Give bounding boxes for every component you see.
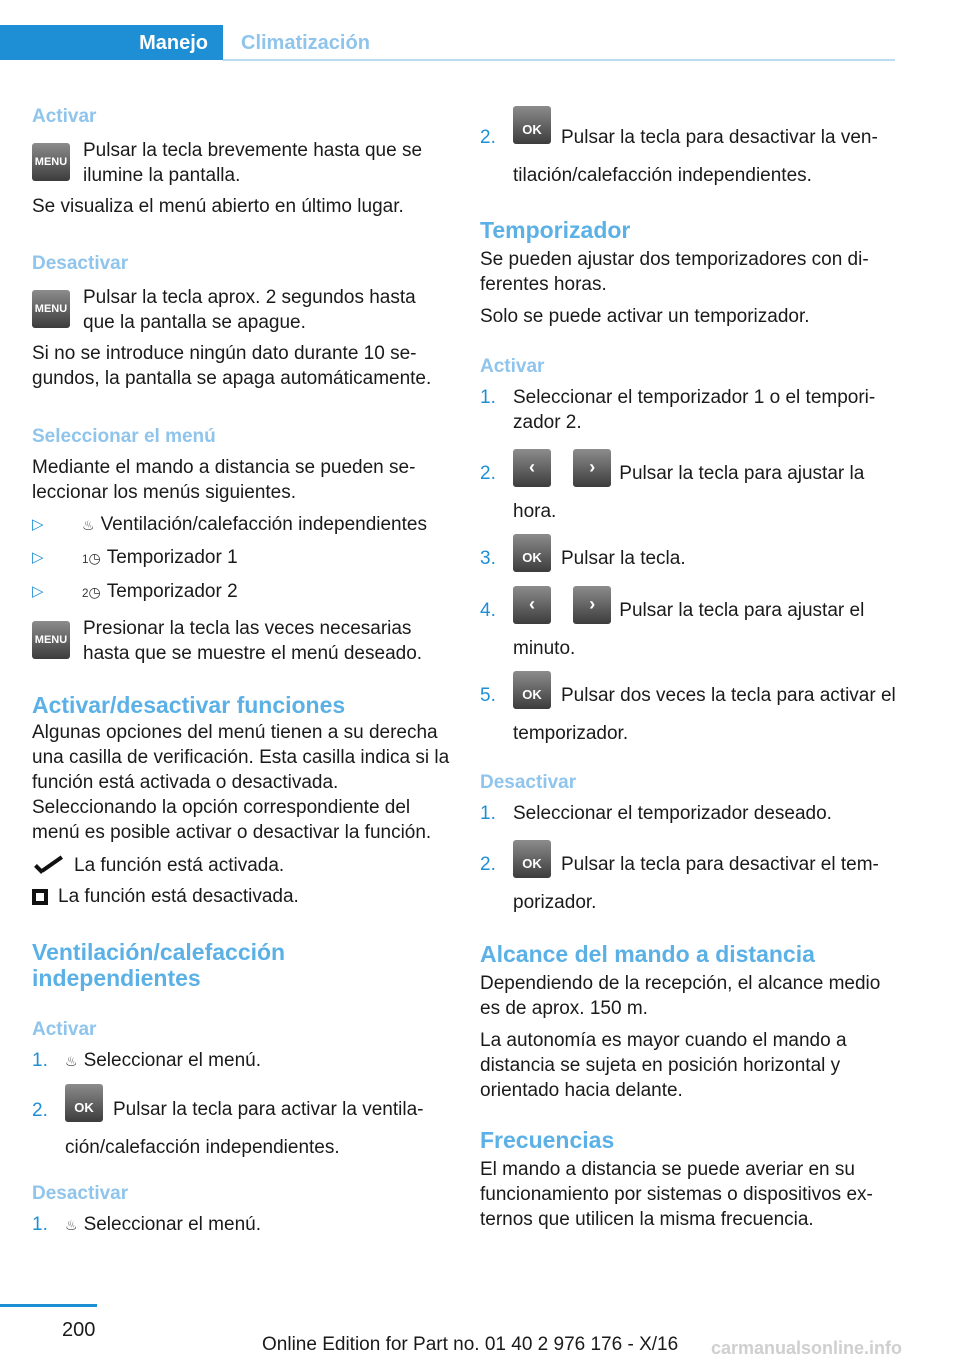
timer-note: Solo se puede activar un temporizador. bbox=[480, 306, 810, 327]
menu-key-icon: MENU bbox=[32, 143, 70, 181]
left-column bbox=[32, 100, 452, 1238]
tab-climatizacion[interactable]: Climatización bbox=[241, 32, 370, 54]
vent-desactivar-heading: Desactivar bbox=[32, 1183, 129, 1204]
timer-desactivar-heading: Desactivar bbox=[480, 772, 577, 793]
header-divider bbox=[223, 59, 895, 61]
ventilation-icon: ♨ bbox=[82, 517, 95, 533]
list-item: 1. ♨ Seleccionar el menú. bbox=[32, 1212, 452, 1238]
right-column bbox=[480, 100, 900, 1232]
frequencies-heading: Frecuencias bbox=[480, 1127, 615, 1153]
list-item: ▷ 2◷ Temporizador 2 bbox=[32, 579, 452, 606]
activar-text: Pulsar la tecla brevemente hasta que se ilumine la pantalla. bbox=[83, 140, 423, 186]
list-item: 1. Seleccionar el temporizador 1 o el temporizador 2. bbox=[480, 387, 876, 433]
activar-note: Se visualiza el menú abierto en último lugar. bbox=[32, 196, 404, 217]
list-item: 1. Seleccionar el temporizador deseado. bbox=[480, 803, 832, 824]
activar-row bbox=[32, 138, 452, 188]
list-item: 5. OK Pulsar dos veces la tecla para activar el temporizador. bbox=[480, 671, 900, 734]
list-item: 1. ♨ Seleccionar el menú. bbox=[32, 1048, 452, 1074]
timer-text: Se pueden ajustar dos temporizadores con diferentes horas. bbox=[480, 249, 869, 295]
function-off-row: La función está desactivada. bbox=[32, 884, 452, 909]
functions-heading: Activar/desactivar funciones bbox=[32, 692, 346, 718]
frequencies-text: El mando a distancia se puede averiar en su funcionamiento por sistemas o dispositivos externos que utilicen la misma frecuencia. bbox=[480, 1159, 873, 1230]
left-arrow-key-icon: ‹ bbox=[513, 449, 551, 487]
functions-text: Algunas opciones del menú tienen a su derecha una casilla de verificación. Esta casilla indica si la función está activada o desactivada. Seleccionando la opción correspondiente del menú es posible activar o desactivar la función. bbox=[32, 722, 450, 843]
left-arrow-key-icon: ‹ bbox=[513, 586, 551, 624]
function-on-row: La función está activada. bbox=[32, 853, 452, 878]
right-arrow-key-icon: › bbox=[573, 449, 611, 487]
list-item: ▷ 1◷ Temporizador 1 bbox=[32, 545, 452, 572]
desactivar-text: Pulsar la tecla aprox. 2 segundos hasta que la pantalla se apague. bbox=[83, 287, 416, 333]
desactivar-heading: Desactivar bbox=[32, 253, 129, 274]
timer-2-icon: 2◷ bbox=[82, 584, 101, 600]
list-item: 2. OK Pulsar la tecla para activar la ventilación/calefacción independientes. bbox=[32, 1084, 452, 1147]
timer-activar-heading: Activar bbox=[480, 356, 545, 377]
range-text: Dependiendo de la recepción, el alcance medio es de aprox. 150 m. bbox=[480, 973, 881, 1019]
list-item: 2. OK Pulsar la tecla para desactivar la ventilación/calefacción independientes. bbox=[480, 106, 900, 169]
checkmark-icon bbox=[32, 854, 64, 878]
page-header bbox=[0, 0, 895, 62]
timer-heading: Temporizador bbox=[480, 217, 631, 243]
ventilation-heading: Ventilación/calefacción independientes bbox=[32, 939, 286, 991]
footer-divider bbox=[0, 1304, 97, 1307]
menu-press-row bbox=[32, 616, 452, 666]
menu-key-icon: MENU bbox=[32, 290, 70, 328]
ok-key-icon: OK bbox=[65, 1084, 103, 1122]
right-arrow-key-icon: › bbox=[573, 586, 611, 624]
ok-key-icon: OK bbox=[513, 840, 551, 878]
checkbox-empty-icon bbox=[32, 889, 48, 905]
edition-text: Online Edition for Part no. 01 40 2 976 176 - X/16 bbox=[262, 1334, 679, 1355]
ok-key-icon: OK bbox=[513, 671, 551, 709]
list-item: ▷ ♨ Ventilación/calefacción independientes bbox=[32, 512, 452, 538]
ok-key-icon: OK bbox=[513, 534, 551, 572]
menu-text: Mediante el mando a distancia se pueden seleccionar los menús siguientes. bbox=[32, 457, 416, 503]
list-item: 2. ‹ › Pulsar la tecla para ajustar la hora. bbox=[480, 449, 900, 512]
range-note: La autonomía es mayor cuando el mando a distancia se sujeta en posición horizontal y orientado hacia delante. bbox=[480, 1030, 847, 1101]
watermark-text: carmanualsonline.info bbox=[711, 1338, 903, 1358]
range-heading: Alcance del mando a distancia bbox=[480, 941, 815, 967]
desactivar-note: Si no se introduce ningún dato durante 10 segundos, la pantalla se apaga automáticamente. bbox=[32, 343, 432, 389]
ventilation-icon: ♨ bbox=[65, 1053, 78, 1069]
vent-activar-heading: Activar bbox=[32, 1019, 97, 1040]
menu-key-icon: MENU bbox=[32, 621, 70, 659]
list-item: 2. OK Pulsar la tecla para desactivar el temporizador. bbox=[480, 840, 900, 903]
ok-key-icon: OK bbox=[513, 106, 551, 144]
page-number: 200 bbox=[62, 1319, 96, 1341]
menu-press-text: Presionar la tecla las veces necesarias hasta que se muestre el menú deseado. bbox=[83, 618, 423, 664]
desactivar-row bbox=[32, 285, 452, 335]
timer-1-icon: 1◷ bbox=[82, 550, 101, 566]
list-item: 3. OK Pulsar la tecla. bbox=[480, 534, 900, 572]
ventilation-icon: ♨ bbox=[65, 1217, 78, 1233]
list-item: 4. ‹ › Pulsar la tecla para ajustar el minuto. bbox=[480, 586, 900, 649]
tab-manejo[interactable]: Manejo bbox=[0, 25, 223, 60]
menu-heading: Seleccionar el menú bbox=[32, 426, 216, 447]
activar-heading: Activar bbox=[32, 106, 97, 127]
